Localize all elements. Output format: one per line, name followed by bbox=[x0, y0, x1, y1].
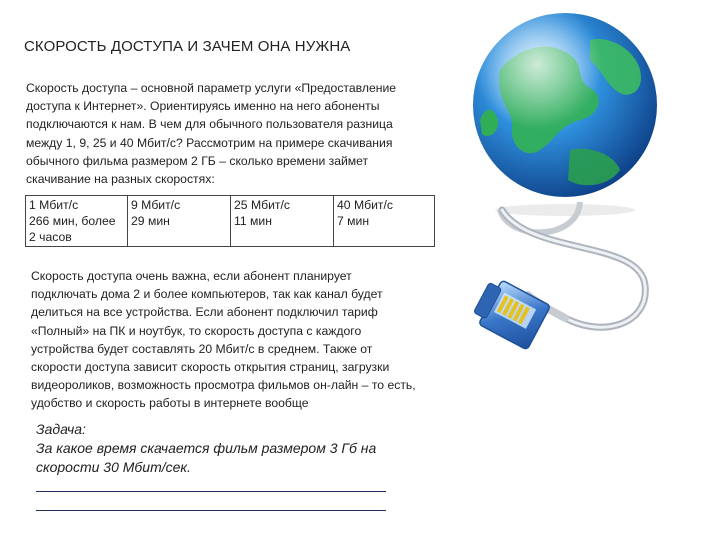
globe-icon bbox=[473, 13, 657, 216]
table-cell bbox=[26, 196, 128, 247]
time-value: 11 мин bbox=[234, 214, 272, 228]
task-block bbox=[36, 420, 416, 477]
network-illustration bbox=[440, 10, 720, 450]
speed-value: 40 Мбит/с bbox=[337, 198, 393, 212]
speed-value: 1 Мбит/с bbox=[29, 198, 79, 212]
table-cell bbox=[334, 196, 435, 247]
table-cell bbox=[128, 196, 231, 247]
speed-value: 9 Мбит/с bbox=[131, 198, 181, 212]
task-text: За какое время скачается фильм размером 3 Гб на скорости 30 Мбит/сек. bbox=[36, 440, 377, 475]
intro-paragraph: Скорость доступа – основной параметр услуги «Предоставление доступа к Интернет». Ориентируясь именно на него абоненты подключаются к нам. В чем для обычного пользователя разница между 1, 9, 25 и 40 Мбит/с? Рассмотрим на примере скачивания обычного фильма размером 2 ГБ – сколько времени займет скачивание на разных скоростях: bbox=[26, 81, 397, 187]
task-label: Задача: bbox=[36, 421, 86, 437]
answer-line bbox=[36, 491, 386, 492]
speed-table bbox=[25, 195, 435, 247]
speed-importance-paragraph: Скорость доступа очень важна, если абонент планирует подключать дома 2 и более компьютеров, так как канал будет делиться на все устройства. Если абонент подключил тариф «Полный» на ПК и ноутбук, то скорость доступа с каждого устройства будет составлять 20 Мбит/с в среднем. Также от скорости доступа зависит скорость открытия страниц, загрузки видеороликов, возможность просмотра фильмов он-лайн – то есть, удобство и скорость работы в интернете вообще bbox=[31, 269, 416, 411]
answer-line bbox=[36, 510, 386, 511]
table-row bbox=[26, 196, 435, 247]
table-cell bbox=[231, 196, 334, 247]
ethernet-cable-icon bbox=[470, 202, 646, 350]
speed-value: 25 Мбит/с bbox=[234, 198, 290, 212]
page-title: СКОРОСТЬ ДОСТУПА И ЗАЧЕМ ОНА НУЖНА bbox=[24, 38, 351, 55]
time-value: 266 мин, более 2 часов bbox=[29, 214, 116, 244]
time-value: 29 мин bbox=[131, 214, 170, 228]
time-value: 7 мин bbox=[337, 214, 370, 228]
